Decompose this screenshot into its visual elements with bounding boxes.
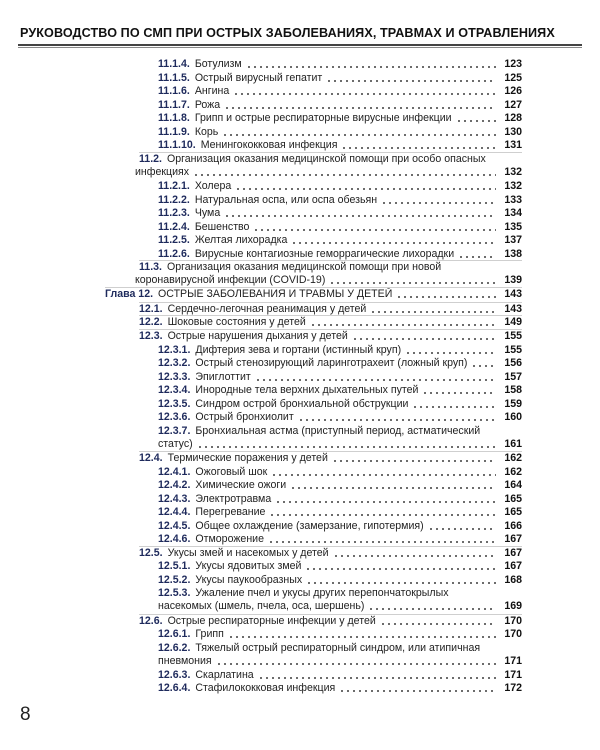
toc-entry-number: 12.3.4. xyxy=(158,384,191,397)
dot-leader xyxy=(216,663,496,665)
toc-entry-page: 169 xyxy=(504,600,522,613)
toc-entry-page: 171 xyxy=(504,668,522,681)
dot-leader xyxy=(471,365,496,367)
toc-entry-title: Холера xyxy=(194,179,232,192)
dot-leader xyxy=(381,202,496,204)
toc-entry-number: 12.4.5. xyxy=(158,519,191,532)
toc-entry[interactable] xyxy=(158,234,522,247)
toc-entry-title: Ожоговый шок xyxy=(195,465,268,478)
toc-entry-title: Бронхиальная астма (приступный период, астматический xyxy=(195,424,481,437)
toc-entry-number: 12.4.3. xyxy=(158,492,191,505)
toc-entry-title: Рожа xyxy=(194,98,221,111)
toc-entry-title: Тяжелый острый респираторный синдром, или атипичная xyxy=(195,641,481,654)
toc-entry-title: Дифтерия зева и гортани (истинный круп) xyxy=(195,343,402,356)
toc-entry-number: 12.4.2. xyxy=(158,479,191,492)
toc-entry[interactable] xyxy=(158,371,522,384)
toc-entry-page: 164 xyxy=(504,479,522,492)
toc-entry-title: Острые респираторные инфекции у детей xyxy=(167,614,376,627)
toc-entry[interactable] xyxy=(158,139,522,152)
toc-entry-title-continued: коронавирусной инфекции (COVID-19) xyxy=(135,274,326,287)
toc-separator xyxy=(139,614,522,615)
dot-leader xyxy=(197,446,496,448)
toc-entry[interactable] xyxy=(158,85,522,98)
dot-leader xyxy=(396,296,496,298)
toc-entry-number: 11.2.4. xyxy=(158,220,190,233)
toc-entry-page: 167 xyxy=(504,533,522,546)
toc-entry-page: 170 xyxy=(504,628,522,641)
dot-leader xyxy=(428,528,496,530)
toc-entry-page: 171 xyxy=(504,654,522,667)
toc-entry[interactable] xyxy=(135,261,522,287)
toc-entry[interactable] xyxy=(158,126,522,139)
dot-leader xyxy=(271,474,496,476)
toc-entry[interactable] xyxy=(158,411,522,424)
toc-entry-number: 11.1.9. xyxy=(158,125,190,138)
toc-entry-title: Эпиглоттит xyxy=(195,370,251,383)
toc-entry-number: 12.4. xyxy=(139,451,163,464)
dot-leader xyxy=(458,256,496,258)
toc-separator xyxy=(139,260,522,261)
toc-entry-number: 12.3.6. xyxy=(158,411,191,424)
toc-entry-number: 11.2.3. xyxy=(158,207,190,220)
dot-leader xyxy=(269,514,496,516)
toc-entry-page: 167 xyxy=(504,546,522,559)
toc-entry[interactable] xyxy=(158,384,522,397)
toc-entry-page: 128 xyxy=(504,112,522,125)
toc-entry[interactable] xyxy=(139,330,522,343)
toc-entry-title: Острый бронхиолит xyxy=(195,411,294,424)
toc-entry-number: 12.6.1. xyxy=(158,628,191,641)
toc-entry[interactable] xyxy=(158,560,522,573)
toc-entry-title: Электротравма xyxy=(195,492,272,505)
dot-leader xyxy=(233,93,496,95)
toc-entry-number: 12.3.2. xyxy=(158,357,191,370)
toc-entry-page: 155 xyxy=(504,330,522,342)
toc-entry-page: 138 xyxy=(504,247,522,260)
dot-leader xyxy=(224,107,496,109)
toc-separator xyxy=(139,152,522,153)
toc-entry[interactable] xyxy=(158,493,522,506)
dot-leader xyxy=(275,501,496,503)
toc-entry-number: 11.1.5. xyxy=(158,71,190,84)
dot-leader xyxy=(291,242,496,244)
dot-leader xyxy=(258,677,496,679)
toc-entry-number: Глава 12. xyxy=(105,288,154,301)
toc-entry-title: Ужаление пчел и укусы других перепончатокрылых xyxy=(195,587,449,600)
toc-entry-title: Корь xyxy=(194,125,219,138)
dot-leader xyxy=(370,311,496,313)
dot-leader xyxy=(326,80,496,82)
toc-entry[interactable] xyxy=(158,533,522,546)
toc-entry-title: Острый вирусный гепатит xyxy=(194,71,323,84)
toc-entry[interactable] xyxy=(158,194,522,207)
toc-separator xyxy=(139,451,522,452)
toc-entry-title-continued: насекомых (шмель, пчела, оса, шершень) xyxy=(158,600,365,613)
toc-entry-number: 12.6.2. xyxy=(158,641,191,654)
toc-entry-page: 131 xyxy=(504,139,522,152)
toc-entry-title-continued: статус) xyxy=(158,437,193,450)
dot-leader xyxy=(380,623,496,625)
toc-entry-page: 172 xyxy=(504,682,522,695)
toc-entry-title: Укусы ядовитых змей xyxy=(195,560,302,573)
toc-entry[interactable] xyxy=(158,574,522,587)
toc-entry-page: 170 xyxy=(504,614,522,627)
dot-leader xyxy=(332,460,496,462)
dot-leader xyxy=(329,282,496,284)
toc-entry-page: 123 xyxy=(504,58,522,70)
dot-leader xyxy=(290,487,496,489)
page-number: 8 xyxy=(20,704,31,725)
toc-entry-number: 12.2. xyxy=(139,316,163,329)
toc-entry[interactable] xyxy=(158,99,522,112)
toc-entry[interactable] xyxy=(139,303,522,316)
dot-leader xyxy=(268,541,496,543)
toc-entry-number: 12.4.6. xyxy=(158,533,191,546)
toc-entry-number: 12.1. xyxy=(139,302,163,315)
toc-entry-title: Грипп и острые респираторные вирусные инфекции xyxy=(194,112,452,125)
toc-entry[interactable] xyxy=(158,357,522,370)
toc-entry-number: 12.3. xyxy=(139,330,163,342)
toc-entry-title-continued: пневмония xyxy=(158,654,212,667)
toc-entry-number: 12.6.4. xyxy=(158,682,191,695)
dot-leader xyxy=(405,352,496,354)
toc-entry-number: 11.2.2. xyxy=(158,193,190,206)
toc-entry-page: 132 xyxy=(504,179,522,192)
toc-entry[interactable] xyxy=(158,180,522,193)
toc-entry-page: 130 xyxy=(504,125,522,138)
toc-entry-number: 12.4.4. xyxy=(158,506,191,519)
toc-entry[interactable] xyxy=(139,316,522,329)
toc-entry-page: 149 xyxy=(504,316,522,329)
dot-leader xyxy=(412,406,496,408)
toc-entry[interactable] xyxy=(158,587,522,613)
toc-entry-page: 125 xyxy=(504,71,522,84)
toc-entry-number: 12.4.1. xyxy=(158,465,191,478)
dot-leader xyxy=(222,134,496,136)
toc-entry-number: 11.2. xyxy=(139,152,162,165)
toc-entry-page: 139 xyxy=(504,274,522,287)
dot-leader xyxy=(228,636,496,638)
toc-entry-page: 157 xyxy=(504,370,522,383)
toc-separator xyxy=(139,315,522,316)
toc-entry-number: 12.6. xyxy=(139,614,163,627)
toc-entry-title: Грипп xyxy=(195,628,224,641)
toc-entry[interactable] xyxy=(158,669,522,682)
toc-entry-title: Менингококковая инфекция xyxy=(200,139,338,152)
dot-leader xyxy=(224,215,496,217)
toc-entry-title: Синдром острой бронхиальной обструкции xyxy=(195,397,409,410)
toc-entry[interactable] xyxy=(158,520,522,533)
toc-entry-number: 11.3. xyxy=(139,261,162,274)
dot-leader xyxy=(193,174,496,176)
toc-entry[interactable] xyxy=(158,628,522,641)
toc-entry-title: Сердечно-легочная реанимация у детей xyxy=(167,302,367,315)
toc-entry-number: 12.5.3. xyxy=(158,587,191,600)
toc-entry[interactable] xyxy=(158,248,522,261)
toc-entry-number: 12.3.7. xyxy=(158,424,191,437)
toc-entry-page: 165 xyxy=(504,506,522,519)
toc-entry-title: Шоковые состояния у детей xyxy=(167,316,306,329)
toc-entry-page: 134 xyxy=(504,207,522,220)
toc-entry-page: 133 xyxy=(504,193,522,206)
dot-leader xyxy=(333,555,496,557)
toc-entry[interactable] xyxy=(105,288,522,301)
toc-entry[interactable] xyxy=(139,547,522,560)
toc-entry[interactable] xyxy=(135,152,522,179)
toc-entry-number: 12.3.1. xyxy=(158,343,191,356)
toc-entry-title: Укусы паукообразных xyxy=(195,573,303,586)
dot-leader xyxy=(305,568,496,570)
dot-leader xyxy=(306,582,496,584)
toc-entry-number: 11.1.10. xyxy=(158,139,196,152)
dot-leader xyxy=(341,147,496,149)
toc-entry-number: 12.6.3. xyxy=(158,668,191,681)
toc-entry[interactable] xyxy=(158,479,522,492)
toc-entry-page: 137 xyxy=(504,234,522,247)
toc-entry-page: 167 xyxy=(504,560,522,573)
toc-entry[interactable] xyxy=(139,615,522,628)
toc-entry-title: Желтая лихорадка xyxy=(194,234,288,247)
toc-entry-number: 11.2.5. xyxy=(158,234,190,247)
toc-entry-page: 160 xyxy=(504,411,522,424)
toc-entry-title: Стафилококковая инфекция xyxy=(195,682,336,695)
toc-entry[interactable] xyxy=(158,642,522,668)
toc-entry-number: 12.3.5. xyxy=(158,397,191,410)
toc-entry-title: Общее охлаждение (замерзание, гипотермия) xyxy=(195,519,424,532)
toc-entry-title: ОСТРЫЕ ЗАБОЛЕВАНИЯ И ТРАВМЫ У ДЕТЕЙ xyxy=(158,288,393,301)
toc-entry[interactable] xyxy=(158,72,522,85)
toc-entry-title: Укусы змей и насекомых у детей xyxy=(167,546,329,559)
toc-entry-title: Инородные тела верхних дыхательных путей xyxy=(195,384,419,397)
toc-entry-page: 162 xyxy=(504,465,522,478)
dot-leader xyxy=(298,419,496,421)
toc-entry-page: 166 xyxy=(504,519,522,532)
toc-entry[interactable] xyxy=(158,425,522,451)
dot-leader xyxy=(422,392,496,394)
toc-entry-title: Натуральная оспа, или оспа обезьян xyxy=(194,193,378,206)
toc-entry[interactable] xyxy=(158,221,522,234)
toc-entry-number: 12.5.1. xyxy=(158,560,191,573)
running-header xyxy=(0,0,600,52)
toc-entry[interactable] xyxy=(158,682,522,695)
toc-entry-title: Вирусные контагиозные геморрагические лихорадки xyxy=(194,247,455,260)
toc-entry-title: Организация оказания медицинской помощи при новой xyxy=(166,261,442,274)
dot-leader xyxy=(456,120,496,122)
toc-entry[interactable] xyxy=(158,466,522,479)
toc-entry-title: Ангина xyxy=(194,85,230,98)
toc-entry-title: Перегревание xyxy=(195,506,266,519)
toc-separator xyxy=(105,287,522,288)
toc-entry-number: 12.5. xyxy=(139,546,163,559)
toc-entry-page: 162 xyxy=(504,451,522,464)
toc-separator xyxy=(139,329,522,330)
toc-separator xyxy=(139,302,522,303)
toc-entry-number: 11.1.8. xyxy=(158,112,190,125)
toc-entry[interactable] xyxy=(158,112,522,125)
toc-entry-title: Отморожение xyxy=(195,533,264,546)
running-header-title: РУКОВОДСТВО ПО СМП ПРИ ОСТРЫХ ЗАБОЛЕВАНИЯХ, ТРАВМАХ И ОТРАВЛЕНИЯХ xyxy=(20,26,555,40)
toc-entry-page: 126 xyxy=(504,85,522,98)
toc-entry-page: 143 xyxy=(504,302,522,315)
toc-entry-title: Острые нарушения дыхания у детей xyxy=(167,330,348,342)
toc-entry-title: Скарлатина xyxy=(195,668,254,681)
toc-entry[interactable] xyxy=(139,452,522,465)
toc-entry[interactable] xyxy=(158,207,522,220)
toc-entry-title: Острый стенозирующий ларинготрахеит (ложный круп) xyxy=(195,357,468,370)
toc-entry-number: 11.2.1. xyxy=(158,179,190,192)
toc-entry-title: Ботулизм xyxy=(194,58,242,70)
toc-entry-number: 11.1.7. xyxy=(158,98,190,111)
toc-entry-number: 12.3.3. xyxy=(158,370,191,383)
toc-entry-number: 11.2.6. xyxy=(158,247,190,260)
dot-leader xyxy=(352,338,496,340)
toc-entry-page: 165 xyxy=(504,492,522,505)
dot-leader xyxy=(235,188,496,190)
toc-entry-number: 12.5.2. xyxy=(158,573,191,586)
toc-entry-title: Химические ожоги xyxy=(195,479,287,492)
toc-entry-page: 156 xyxy=(504,357,522,370)
toc-entry-page: 159 xyxy=(504,397,522,410)
toc-entry-page: 127 xyxy=(504,98,522,111)
toc-entry[interactable] xyxy=(158,344,522,357)
header-rule-thick xyxy=(18,44,582,46)
toc-entry-title: Термические поражения у детей xyxy=(167,451,328,464)
toc-entry-title: Организация оказания медицинской помощи при особо опасных xyxy=(166,152,486,165)
toc-entry-page: 132 xyxy=(504,165,522,178)
toc-separator xyxy=(139,546,522,547)
dot-leader xyxy=(339,690,496,692)
toc-entry-number: 11.1.6. xyxy=(158,85,190,98)
toc-entry-title: Бешенство xyxy=(194,220,250,233)
toc-entry-page: 143 xyxy=(504,288,522,301)
dot-leader xyxy=(310,324,496,326)
toc-entry-page: 155 xyxy=(504,343,522,356)
toc-entry-title-continued: инфекциях xyxy=(135,165,190,178)
dot-leader xyxy=(253,229,496,231)
header-rule-thin xyxy=(18,47,582,48)
toc-entry[interactable] xyxy=(158,506,522,519)
dot-leader xyxy=(255,379,496,381)
dot-leader xyxy=(368,608,496,610)
toc-entry-page: 158 xyxy=(504,384,522,397)
toc-entry-page: 168 xyxy=(504,573,522,586)
toc-entry-number: 11.1.4. xyxy=(158,58,190,70)
toc-entry-page: 161 xyxy=(504,437,522,450)
toc-entry-title: Чума xyxy=(194,207,221,220)
toc-entry-page: 135 xyxy=(504,220,522,233)
toc-entry[interactable] xyxy=(158,398,522,411)
dot-leader xyxy=(246,66,496,68)
toc-entry[interactable] xyxy=(158,58,522,71)
